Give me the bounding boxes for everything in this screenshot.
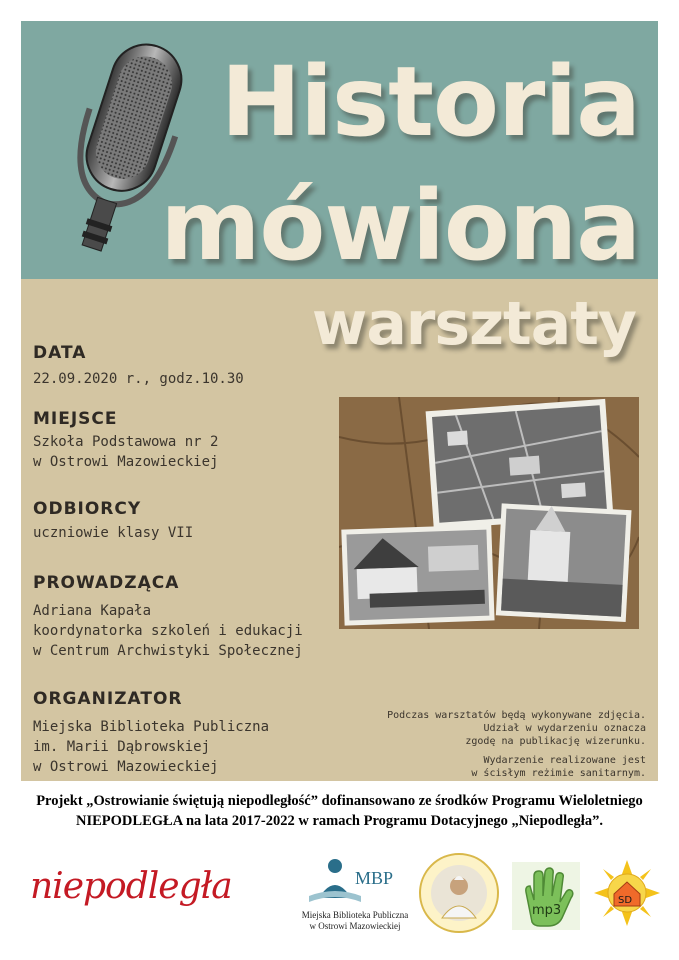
section-label: DATA [33, 343, 87, 363]
section-date [33, 343, 244, 389]
sd-label: SD [618, 895, 633, 906]
school-seal-logo [418, 852, 500, 934]
section-value: 22.09.2020 r., godz.10.30 [33, 371, 244, 387]
mbp-abbr: MBP [355, 868, 394, 888]
funding-line: Projekt „Ostrowianie świętują niepodległość” dofinansowano ze środków Programu Wieloletniego [36, 793, 643, 809]
sd-sun-logo [594, 860, 660, 926]
notice-line: Wydarzenie realizowane jest [483, 755, 646, 766]
funding-statement [0, 791, 679, 831]
title-line-3: warsztaty [311, 289, 636, 359]
title-line-2: mówiona [160, 170, 640, 282]
title-line-1: Historia [220, 46, 640, 158]
section-organizer [33, 689, 269, 777]
notice-line: zgodę na publikację wizerunku. [465, 736, 646, 747]
notice-line: Udział w wydarzeniu oznacza [483, 723, 646, 734]
section-value: w Ostrowi Mazowieckiej [33, 759, 219, 775]
section-value: im. Marii Dąbrowskiej [33, 739, 211, 755]
section-label: ODBIORCY [33, 499, 142, 519]
section-place [33, 409, 218, 472]
section-label: ORGANIZATOR [33, 689, 183, 709]
notice-line: Podczas warsztatów będą wykonywane zdjęcia. [387, 710, 646, 721]
section-label: PROWADZĄCA [33, 573, 180, 593]
funding-line: NIEPODLEGŁA na lata 2017-2022 w ramach Programu Dotacyjnego „Niepodległa”. [76, 813, 603, 829]
poster [21, 21, 658, 781]
section-label: MIEJSCE [33, 409, 118, 429]
section-audience [33, 499, 193, 543]
mbp-caption [300, 910, 410, 932]
historic-photos-collage [339, 397, 639, 629]
niepodlegla-logo: niepodległa [30, 866, 232, 907]
mbp-caption-line: w Ostrowi Mazowieckiej [309, 921, 401, 931]
mp3-hand-logo [512, 862, 580, 930]
mbp-logo [305, 852, 405, 910]
section-host [33, 573, 303, 661]
mp3-label: mp3 [532, 903, 562, 918]
section-value: Szkoła Podstawowa nr 2 [33, 434, 219, 450]
section-value: w Ostrowi Mazowieckiej [33, 454, 219, 470]
section-value: w Centrum Archwistyki Społecznej [33, 643, 303, 659]
notice-line: w ścisłym reżimie sanitarnym. [471, 768, 646, 779]
mbp-caption-line: Miejska Biblioteka Publiczna [301, 910, 409, 920]
section-value: uczniowie klasy VII [33, 525, 194, 541]
section-value: koordynatorka szkoleń i edukacji [33, 623, 303, 639]
section-value: Adriana Kapała [33, 603, 152, 619]
photo-notice [346, 709, 646, 780]
section-value: Miejska Biblioteka Publiczna [33, 719, 270, 735]
